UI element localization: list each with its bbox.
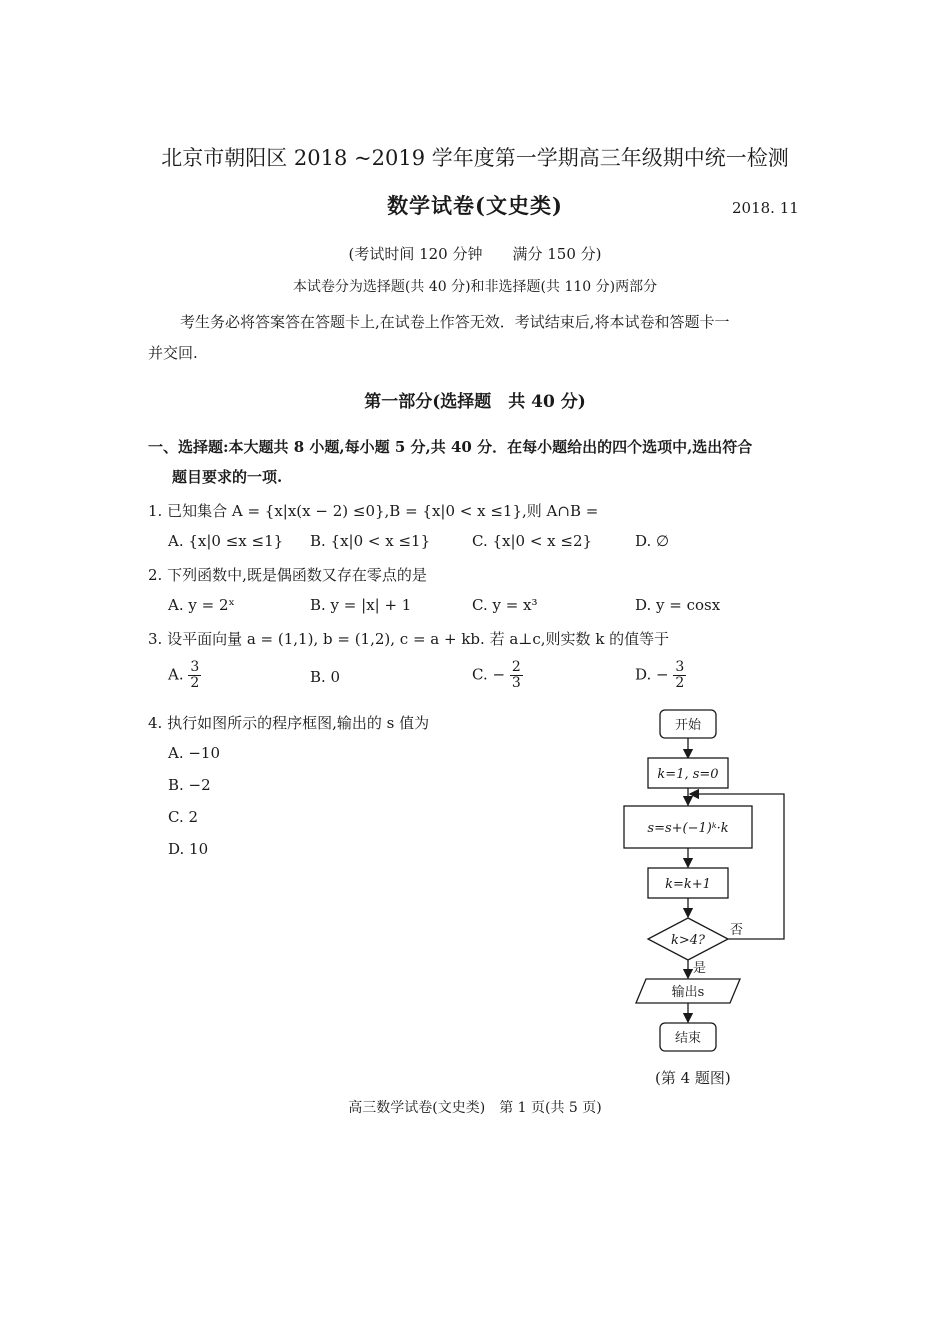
q3-option-a-numerator: 3 [190,659,200,675]
flow-yes-label: 是 [693,961,707,976]
q4-option-c: C. 2 [168,808,199,826]
q2-stem: 2. 下列函数中,既是偶函数又存在零点的是 [148,566,427,584]
flow-condition-text: k>4? [670,933,706,948]
q2-option-c: C. y = x³ [472,596,538,614]
q1-option-d: D. ∅ [635,532,670,550]
q3-option-a-fraction [188,660,201,691]
q4-option-d: D. 10 [168,840,209,858]
flow-init-text: k=1, s=0 [657,767,719,782]
exam-date: 2018. 11 [732,199,799,217]
flow-no-label: 否 [730,923,744,938]
q3-option-d-fraction [673,660,686,691]
instruction-line-2: 并交回. [148,344,198,362]
page-footer: 高三数学试卷(文史类) 第 1 页(共 5 页) [348,1100,602,1116]
parts-description: 本试卷分为选择题(共 40 分)和非选择题(共 110 分)两部分 [292,279,658,295]
q2-option-a: A. y = 2ˣ [168,596,235,614]
q3-option-d-label: D. [635,665,652,684]
q4-option-b: B. −2 [168,776,211,794]
q1-option-c: C. {x|0 < x ≤2} [472,532,593,550]
instruction-line-1: 考生务必将答案答在答题卡上,在试卷上作答无效．考试结束后,将本试卷和答题卡一 [180,313,730,331]
q3-option-c [472,660,523,691]
flow-output-text: 输出s [671,985,705,1000]
section-heading-line-1: 一、选择题:本大题共 8 小题,每小题 5 分,共 40 分．在每小题给出的四个选项中,选出符合 [148,438,753,456]
q2-option-d: D. y = cosx [635,596,721,614]
program-flowchart [620,700,820,1060]
q3-option-a [168,660,201,691]
q3-stem: 3. 设平面向量 a = (1,1), b = (1,2), c = a + kb. 若 a⊥c,则实数 k 的值等于 [148,630,670,648]
figure-caption: (第 4 题图) [655,1069,731,1087]
time-and-score: (考试时间 120 分钟 满分 150 分) [348,245,602,263]
section-title: 第一部分(选择题 共 40 分) [364,392,586,412]
q3-option-a-denominator: 2 [190,675,200,691]
flow-end-text: 结束 [674,1031,702,1046]
q3-option-d-denominator: 2 [675,675,685,691]
q3-option-c-denominator: 3 [511,675,521,691]
q1-option-a: A. {x|0 ≤x ≤1} [168,532,284,550]
q3-option-c-label: C. [472,665,488,684]
flow-start-text: 开始 [674,718,702,733]
q3-option-c-sign: − [492,665,506,684]
q3-option-a-label: A. [168,665,184,684]
q3-option-d-numerator: 3 [675,659,685,675]
q3-option-c-fraction [510,660,523,691]
section-heading-line-2: 题目要求的一项. [172,468,283,486]
q3-option-d-sign: − [656,665,669,684]
q2-option-b: B. y = |x| + 1 [310,596,412,614]
q1-stem: 1. 已知集合 A = {x|x(x − 2) ≤0},B = {x|0 < x ≤1},则 A∩B = [148,502,599,520]
q4-option-a: A. −10 [168,744,221,762]
exam-title: 北京市朝阳区 2018 ~2019 学年度第一学期高三年级期中统一检测 [161,146,789,170]
q3-option-b: B. 0 [310,668,341,686]
q3-option-c-numerator: 2 [511,659,521,675]
flow-update-s-text: s=s+(−1)ᵏ·k [647,821,729,836]
q1-option-b: B. {x|0 < x ≤1} [310,532,431,550]
q3-option-d [635,660,686,691]
flow-update-k-text: k=k+1 [665,877,711,892]
q4-stem: 4. 执行如图所示的程序框图,输出的 s 值为 [148,714,430,732]
exam-subtitle: 数学试卷(文史类) [387,193,563,218]
